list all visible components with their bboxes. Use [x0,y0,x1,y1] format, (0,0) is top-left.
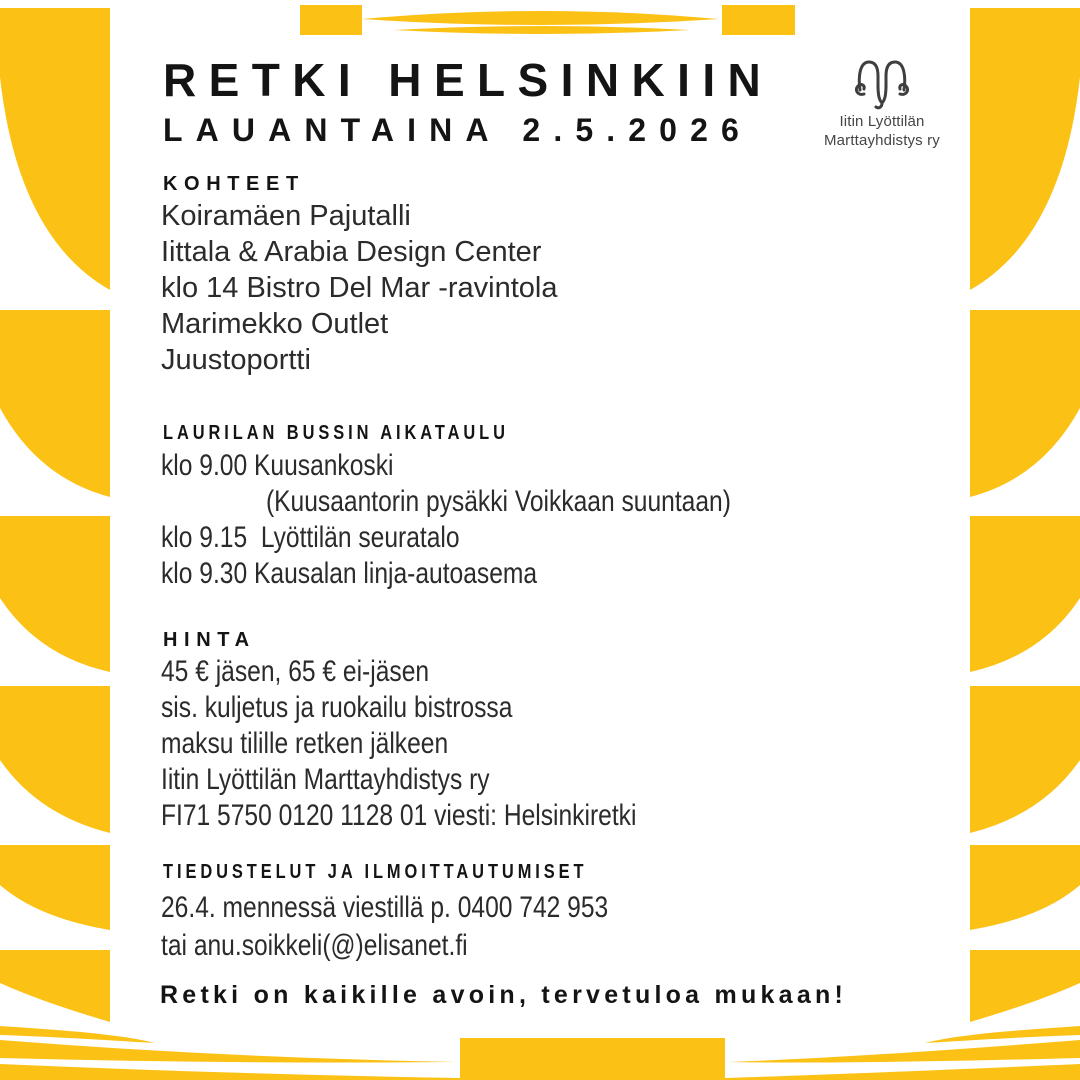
bg-bottom-band-right [725,1064,1080,1080]
bg-top-lens-1 [362,11,719,25]
bg-scallop-right-1 [970,8,1080,290]
bg-scallop-right-2 [970,310,1080,497]
hinta-line: FI71 5750 0120 1128 01 viesti: Helsinkiretki [161,799,637,832]
kohteet-item: Juustoportti [161,344,311,376]
aikataulu-heading: LAURILAN BUSSIN AIKATAULU [163,422,509,444]
hinta-line: 45 € jäsen, 65 € ei-jäsen [161,655,430,688]
bg-scallop-left-3 [0,516,110,672]
bg-scallop-left-2 [0,310,110,497]
hinta-line: sis. kuljetus ja ruokailu bistrossa [161,691,513,724]
org-logo [792,50,972,150]
bg-scallop-left-1 [0,8,110,290]
kohteet-list [161,198,921,378]
bg-scallop-left-5 [0,845,110,930]
org-name-line2: Marttayhdistys ry [824,132,940,149]
hinta-heading: HINTA [163,629,256,651]
tiedustelut-heading: TIEDUSTELUT JA ILMOITTAUTUMISET [163,861,588,883]
bg-scallop-right-5 [970,845,1080,930]
page-title: RETKI HELSINKIIN [163,54,774,106]
bg-bottom-band-left [0,1064,460,1080]
org-name-line1: Iitin Lyöttilän [839,113,925,130]
footer-note: Retki on kaikille avoin, tervetuloa mukaan! [160,981,848,1009]
aikataulu-line: klo 9.30 Kausalan linja-autoasema [161,557,538,590]
page-subtitle: LAUANTAINA 2.5.2026 [163,112,752,148]
tiedustelut-line: tai anu.soikkeli(@)elisanet.fi [161,929,468,962]
bg-scallop-right-4 [970,686,1080,833]
aikataulu-list [161,448,899,592]
kohteet-item: klo 14 Bistro Del Mar -ravintola [161,272,558,304]
kohteet-heading: KOHTEET [163,173,305,195]
bg-bottom-rect-center [460,1037,725,1080]
hinta-line: maksu tilille retken jälkeen [161,727,449,760]
bg-scallop-left-4 [0,686,110,833]
bg-top-block-left [300,5,362,37]
bg-scallop-right-6 [970,950,1080,1022]
aikataulu-line: klo 9.15 Lyöttilän seuratalo [161,521,460,554]
bg-top-lens-2 [394,26,690,34]
kohteet-item: Koiramäen Pajutalli [161,200,411,232]
hinta-line: Iitin Lyöttilän Marttayhdistys ry [161,763,490,796]
tiedustelut-line: 26.4. mennessä viestillä p. 0400 742 953 [161,891,609,924]
tiedustelut-list [161,889,899,965]
aikataulu-line: klo 9.00 Kuusankoski [161,449,394,482]
bg-bottom-crescent-right [727,1040,1080,1063]
hinta-list [161,654,899,834]
bg-bottom-crescent-left [0,1040,458,1063]
kohteet-item: Iittala & Arabia Design Center [161,236,542,268]
kohteet-item: Marimekko Outlet [161,308,389,340]
bg-scallop-left-6 [0,950,110,1022]
martta-m-monogram-icon [850,50,914,110]
aikataulu-line-indented: (Kuusaantorin pysäkki Voikkaan suuntaan) [265,485,731,518]
bg-top-block-right [722,5,795,37]
bg-scallop-right-3 [970,516,1080,672]
